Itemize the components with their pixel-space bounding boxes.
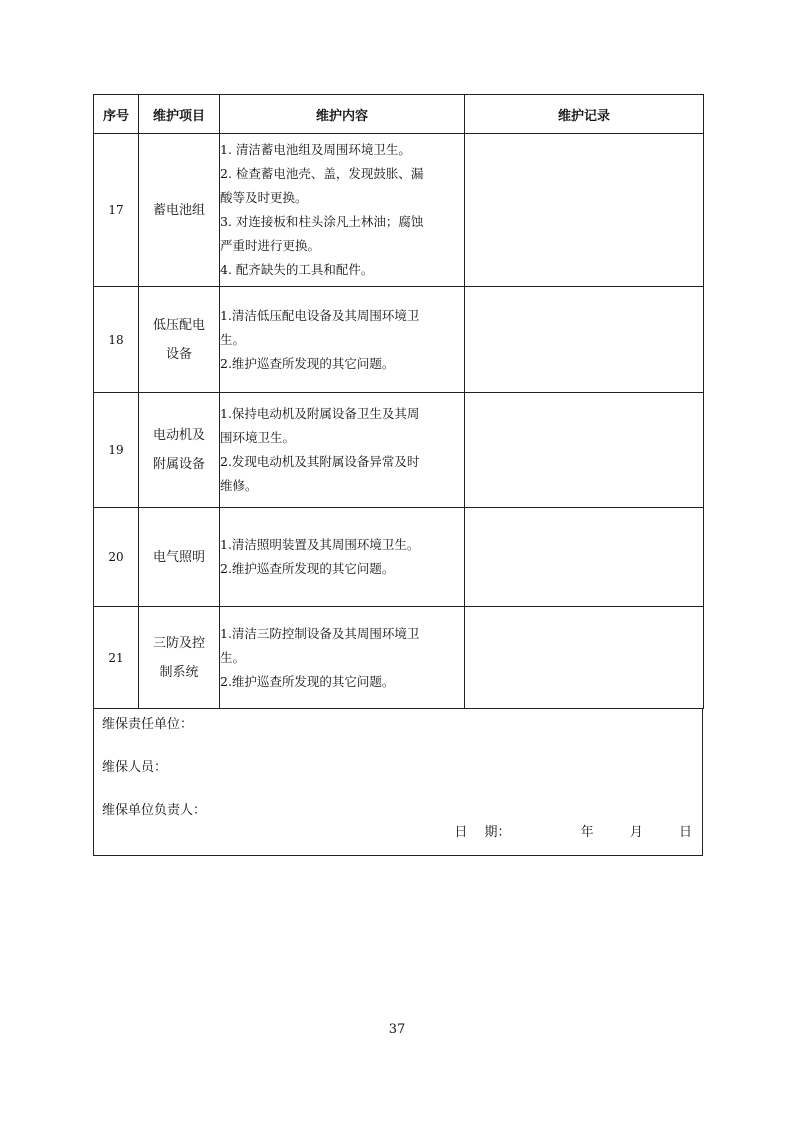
table-header-row: [94, 95, 704, 134]
row-content: [220, 287, 465, 393]
table-row: [94, 508, 704, 607]
row-record: [465, 508, 704, 607]
row-record: [465, 393, 704, 508]
content-line: 1.清洁照明装置及其周围环境卫生。: [220, 537, 420, 552]
date-day: 日: [678, 825, 692, 840]
row-item: [139, 393, 220, 508]
content-line: 维修。: [220, 478, 258, 493]
row-content: [220, 508, 465, 607]
signature-block: [93, 709, 703, 856]
row-item: [139, 134, 220, 287]
content-line: 生。: [220, 649, 246, 665]
item-line: 电动机及: [152, 428, 205, 443]
row-seq: 17: [94, 134, 139, 287]
date-line: [454, 821, 692, 840]
date-label: 日 期：: [454, 825, 511, 840]
date-year: 年: [580, 825, 594, 840]
content-line: 2.维护巡查所发现的其它问题。: [220, 561, 395, 576]
unit-manager-label: 维保单位负责人：: [102, 803, 207, 818]
row-seq: 21: [94, 607, 139, 709]
date-month: 月: [629, 825, 643, 840]
table-row: [94, 393, 704, 508]
row-record: [465, 287, 704, 393]
table-row: [94, 607, 704, 709]
content-line: 生。: [220, 331, 246, 347]
content-line: 2.维护巡查所发现的其它问题。: [220, 673, 395, 689]
row-seq: 18: [94, 287, 139, 393]
header-content: 维护内容: [220, 95, 465, 134]
content-line: 围环境卫生。: [220, 430, 296, 445]
row-content: [220, 134, 465, 287]
row-seq: 19: [94, 393, 139, 508]
content-line: 2.维护巡查所发现的其它问题。: [220, 355, 395, 371]
content-line: 1. 清洁蓄电池组及周围环境卫生。: [220, 142, 411, 157]
content-line: 1.保持电动机及附属设备卫生及其周: [220, 406, 420, 421]
content-line: 1.清洁低压配电设备及其周围环境卫: [220, 307, 420, 323]
table-row: [94, 287, 704, 393]
content-line: 1.清洁三防控制设备及其周围环境卫: [220, 625, 420, 641]
row-item: [139, 508, 220, 607]
row-content: [220, 393, 465, 508]
item-line: 蓄电池组: [152, 202, 205, 218]
row-record: [465, 607, 704, 709]
item-line: 制系统: [159, 664, 199, 680]
content-line: 3. 对连接板和柱头涂凡土林油；腐蚀: [220, 214, 424, 229]
item-line: 电气照明: [152, 549, 205, 565]
item-line: 附属设备: [152, 457, 205, 472]
row-item: [139, 607, 220, 709]
maintenance-table: [93, 94, 704, 709]
content-line: 2. 检查蓄电池壳、盖，发现鼓胀、漏: [220, 166, 424, 181]
content-line: 2.发现电动机及其附属设备异常及时: [220, 454, 420, 469]
item-line: 低压配电: [152, 317, 205, 333]
row-seq: 20: [94, 508, 139, 607]
content-line: 严重时进行更换。: [220, 238, 321, 253]
header-seq: 序号: [94, 95, 139, 134]
row-content: [220, 607, 465, 709]
item-line: 三防及控: [152, 635, 205, 651]
content-line: 4. 配齐缺失的工具和配件。: [220, 262, 374, 277]
maintenance-unit-label: 维保责任单位：: [102, 717, 194, 732]
header-record: 维护记录: [465, 95, 704, 134]
content-line: 酸等及时更换。: [220, 190, 308, 205]
header-item: 维护项目: [139, 95, 220, 134]
maintenance-staff-label: 维保人员：: [102, 760, 168, 775]
item-line: 设备: [165, 346, 192, 362]
page-number: 37: [388, 1022, 406, 1037]
table-row: [94, 134, 704, 287]
row-item: [139, 287, 220, 393]
row-record: [465, 134, 704, 287]
